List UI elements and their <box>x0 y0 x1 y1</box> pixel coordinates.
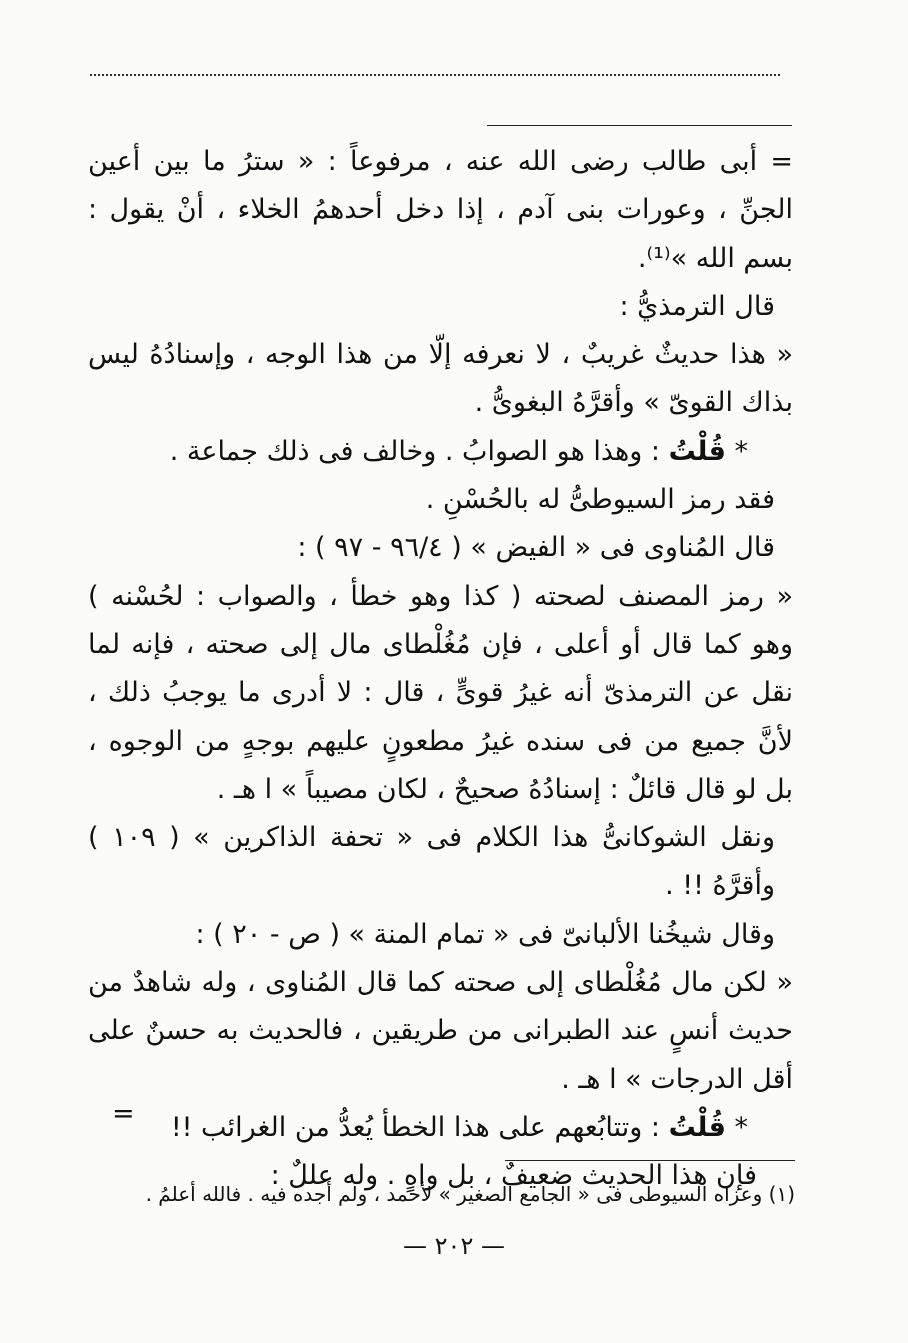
paragraph-2: قال الترمذيُّ : <box>619 290 775 322</box>
page-number: — ٢٠٢ — <box>403 1232 505 1260</box>
main-text <box>88 138 793 1201</box>
paragraph-3: « هذا حديثٌ غريبٌ ، لا نعرفه إلّا من هذا الوجه ، وإسنادُهُ ليس بذاك القوىّ » وأقرَّهُ البغوىُّ . <box>88 339 793 419</box>
continuation-mark: = <box>112 1098 135 1129</box>
paragraph-8: ونقل الشوكانىُّ هذا الكلام فى « تحفة الذاكرين » ( ١٠٩ ) وأقرَّهُ !! . <box>88 822 775 902</box>
paragraph-4-text: * قُلْتُ : وهذا هو الصوابُ . وخالف فى ذلك جماعة . <box>169 435 748 467</box>
paragraph-6: قال المُناوى فى « الفيض » ( ٩٦/٤ - ٩٧ ) : <box>297 532 775 564</box>
paragraph-10: « لكن مال مُغُلْطاى إلى صحته كما قال المُناوى ، وله شاهدٌ من حديث أنسٍ عند الطبرانى من طريقين ، فالحديث به حسنٌ على أقل الدرجات » ا هـ . <box>88 967 793 1095</box>
paragraph-1: = أبى طالب رضى الله عنه ، مرفوعاً : « سترُ ما بين أعين الجنِّ ، وعورات بنى آدم ، إذا دخل أحدهمُ الخلاء ، أنْ يقول : بسم الله »⁽¹⁾. <box>88 146 793 274</box>
paragraph-7: « رمز المصنف لصحته ( كذا وهو خطأ ، والصواب : لحُسْنه ) وهو كما قال أو أعلى ، فإن مُغُلْطاى مال إلى صحته ، فإنه لما نقل عن الترمذىّ أنه غيرُ قوىٍّ ، قال : لا أدرى ما يوجبُ ذلك ، لأنَّ جميع من فى سنده غيرُ مطعونٍ عليهم بوجهٍ من الوجوه ، بل لو قال قائلٌ : إسنادُهُ صحيحٌ ، لكان مصيباً » ا هـ . <box>88 580 793 805</box>
paragraph-11 <box>88 1104 793 1152</box>
footnote-rule <box>505 1160 795 1161</box>
paragraph-11-text: * قُلْتُ : وتتابُعهم على هذا الخطأ يُعدُّ من الغرائب !! <box>170 1111 748 1143</box>
continuation-rule <box>487 125 792 126</box>
header-dotted-rule <box>90 74 780 76</box>
qultu-keyword: قُلْتُ <box>668 435 726 467</box>
paragraph-9: وقال شيخُنا الألبانىّ فى « تمام المنة » ( ص - ٢٠ ) : <box>195 918 775 950</box>
qultu-keyword: قُلْتُ <box>668 1111 726 1143</box>
paragraph-4 <box>88 428 793 476</box>
footnote: (١) وعزاه السيوطى فى « الجامع الصغير » لأحمد ، ولم أجده فيه . فالله أعلمُ . <box>145 1182 795 1206</box>
paragraph-5: فقد رمز السيوطىُّ له بالحُسْنِ . <box>425 484 775 516</box>
paragraph-12: فإن هذا الحديث ضعيفٌ ، بل واهٍ . وله عللٌ : <box>270 1160 757 1192</box>
